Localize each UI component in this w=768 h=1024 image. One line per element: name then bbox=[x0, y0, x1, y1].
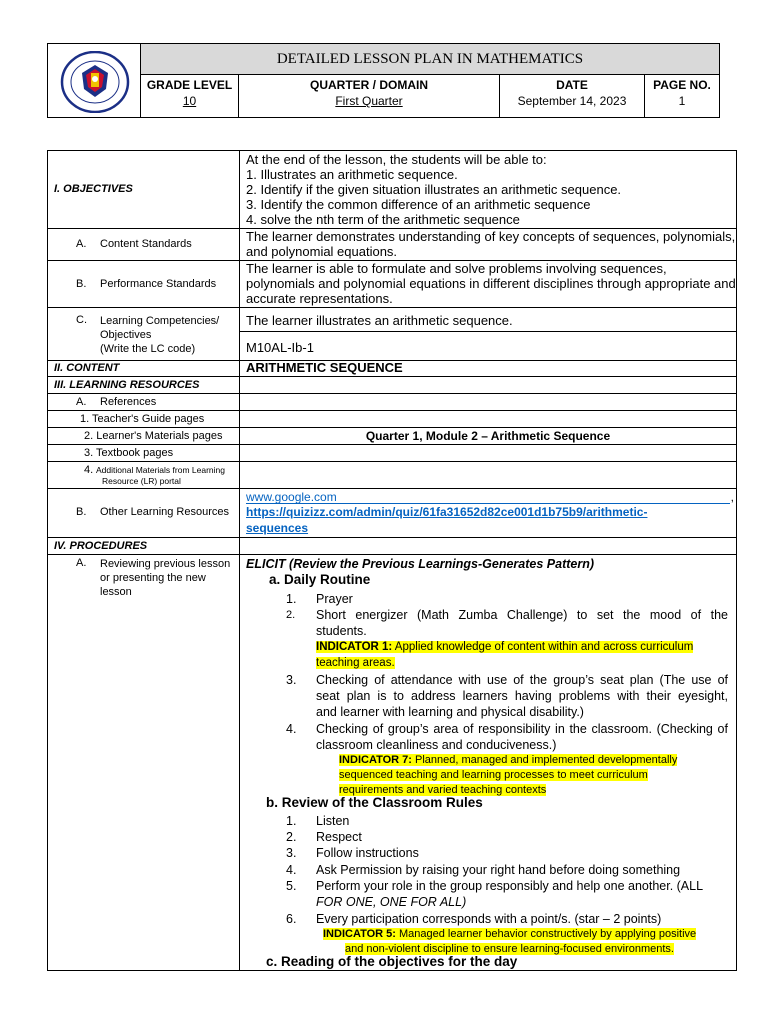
objectives-line: 2. Identify if the given situation illustrates an arithmetic sequence. bbox=[246, 182, 622, 197]
elicit-heading: ELICIT (Review the Previous Learnings-Generates Pattern) bbox=[246, 557, 595, 571]
additional-materials-value-cell bbox=[240, 462, 736, 488]
reviewing-label-line: or presenting the new bbox=[100, 572, 206, 584]
references-label: References bbox=[100, 396, 157, 408]
other-resources-label: Other Learning Resources bbox=[100, 506, 230, 518]
rule-text: Every participation corresponds with a point/s. (star – 2 points) bbox=[316, 912, 662, 926]
teachers-guide-label-cell bbox=[48, 411, 240, 427]
quarter-cell bbox=[239, 75, 500, 117]
rule-number: 2. bbox=[286, 830, 297, 844]
reviewing-label bbox=[100, 557, 230, 599]
indicator-7-label: INDICATOR 7: bbox=[339, 754, 412, 766]
additional-materials-label bbox=[96, 465, 225, 487]
additional-materials-number: 4. bbox=[84, 464, 94, 476]
quizizz-link[interactable]: https://quizizz.com/admin/quiz/61fa31652d82ce001d1b75b9/arithmetic- bbox=[246, 505, 648, 519]
google-link-line bbox=[246, 489, 734, 504]
objectives-line: At the end of the lesson, the students will be able to: bbox=[246, 152, 547, 167]
objectives-label: I. OBJECTIVES bbox=[54, 183, 133, 195]
other-resources-letter: B. bbox=[76, 506, 87, 518]
indicator-1-note bbox=[316, 639, 693, 671]
rule-number: 1. bbox=[286, 814, 297, 828]
indicator-1-text: Applied knowledge of content within and across curriculum bbox=[392, 641, 694, 653]
references-row bbox=[48, 394, 736, 411]
teachers-guide-value-cell bbox=[240, 411, 736, 427]
procedures-label: IV. PROCEDURES bbox=[54, 540, 148, 552]
textbook-label-cell bbox=[48, 445, 240, 461]
content-standards-row bbox=[48, 229, 736, 261]
lesson-plan-table bbox=[47, 150, 737, 971]
reviewing-letter: A. bbox=[76, 557, 87, 569]
textbook-row bbox=[48, 445, 736, 462]
performance-standards-label: Performance Standards bbox=[100, 278, 217, 290]
objectives-line: 1. Illustrates an arithmetic sequence. bbox=[246, 167, 458, 182]
competencies-text-cell bbox=[240, 308, 736, 360]
teachers-guide-label: 1. Teacher's Guide pages bbox=[80, 413, 205, 425]
references-letter: A. bbox=[76, 396, 87, 408]
references-value-cell bbox=[240, 394, 736, 410]
daily-routine-heading: a. Daily Routine bbox=[269, 572, 371, 587]
competencies-row bbox=[48, 308, 736, 361]
references-label-cell bbox=[48, 394, 240, 410]
routine-item-text: Checking of group’s area of responsibility in the classroom. (Checking of bbox=[316, 722, 728, 736]
rule-number: 4. bbox=[286, 863, 297, 877]
indicator-5-text: and non-violent discipline to ensure learning-focused environments. bbox=[345, 943, 674, 955]
rule-text: Listen bbox=[316, 814, 350, 828]
routine-item-number: 1. bbox=[286, 592, 297, 606]
routine-item-text: seat plan is to address learners having problems with their eyesight, bbox=[316, 689, 728, 703]
other-resources-row bbox=[48, 489, 736, 538]
google-link-trail: , bbox=[730, 490, 734, 504]
performance-standards-label-cell bbox=[48, 261, 240, 307]
textbook-label: 3. Textbook pages bbox=[84, 447, 174, 459]
competencies-label-cell bbox=[48, 308, 240, 360]
additional-materials-line: Additional Materials from Learning bbox=[96, 465, 225, 475]
lc-code: M10AL-Ib-1 bbox=[246, 340, 314, 355]
resources-label: III. LEARNING RESOURCES bbox=[54, 379, 200, 391]
procedures-label-cell bbox=[48, 538, 240, 554]
indicator-7-text: Planned, managed and implemented developmentally bbox=[411, 754, 678, 766]
procedures-value-cell bbox=[240, 538, 736, 554]
routine-item-text: students. bbox=[316, 624, 367, 638]
reviewing-content-cell bbox=[240, 555, 736, 970]
quizizz-link-continued[interactable]: sequences bbox=[246, 521, 309, 535]
rule-number: 6. bbox=[286, 912, 297, 926]
rule-number: 5. bbox=[286, 879, 297, 893]
quarter-value: First Quarter bbox=[335, 94, 403, 108]
quarter-label: QUARTER / DOMAIN bbox=[310, 78, 428, 92]
other-resources-label-cell bbox=[48, 489, 240, 537]
page-label: PAGE NO. bbox=[653, 78, 711, 92]
procedures-row bbox=[48, 538, 736, 555]
routine-item-number: 4. bbox=[286, 722, 297, 736]
indicator-1-label: INDICATOR 1: bbox=[316, 641, 393, 653]
classroom-rules-heading: b. Review of the Classroom Rules bbox=[266, 795, 483, 810]
competencies-label-line: Objectives bbox=[100, 329, 152, 341]
competencies-text: The learner illustrates an arithmetic sequence. bbox=[240, 308, 736, 332]
reviewing-label-line: Reviewing previous lesson bbox=[100, 558, 231, 570]
resources-row bbox=[48, 377, 736, 394]
routine-item-number: 2. bbox=[286, 609, 296, 621]
indicator-7-text: sequenced teaching and learning processes to meet curriculum bbox=[339, 769, 648, 781]
grade-level-value: 10 bbox=[182, 94, 197, 108]
content-label: II. CONTENT bbox=[54, 362, 120, 374]
indicator-7-note bbox=[339, 753, 677, 798]
additional-materials-label-cell bbox=[48, 462, 240, 488]
content-standards-letter: A. bbox=[76, 238, 87, 250]
page-value: 1 bbox=[678, 94, 686, 108]
competencies-letter: C. bbox=[76, 314, 87, 326]
routine-item-text: Checking of attendance with use of the group’s seat plan (The use of bbox=[316, 673, 728, 687]
learners-materials-label-cell bbox=[48, 428, 240, 444]
competencies-label bbox=[100, 314, 219, 356]
performance-standards-letter: B. bbox=[76, 278, 87, 290]
rule-text: Perform your role in the group responsibly and help one another. (ALL bbox=[316, 879, 704, 893]
objectives-row bbox=[48, 151, 736, 229]
objectives-line: 4. solve the nth term of the arithmetic sequence bbox=[246, 212, 520, 227]
content-standards-label-cell bbox=[48, 229, 240, 260]
teachers-guide-row bbox=[48, 411, 736, 428]
textbook-value-cell bbox=[240, 445, 736, 461]
resources-value-cell bbox=[240, 377, 736, 393]
routine-item-text: Short energizer (Math Zumba Challenge) to set the mood of the bbox=[316, 608, 728, 622]
competencies-label-line: Learning Competencies/ bbox=[100, 315, 220, 327]
deped-seal-icon bbox=[60, 51, 130, 113]
routine-item-text: Prayer bbox=[316, 592, 353, 606]
learners-materials-row bbox=[48, 428, 736, 445]
indicator-5-label: INDICATOR 5: bbox=[323, 928, 396, 940]
grade-level-label: GRADE LEVEL bbox=[146, 78, 233, 92]
reviewing-label-line: lesson bbox=[100, 586, 132, 598]
google-link[interactable]: www.google.com bbox=[246, 490, 337, 504]
rule-number: 3. bbox=[286, 846, 297, 860]
performance-standards-text: The learner is able to formulate and solve problems involving sequences, polynomials and polynomial equations in different disciplines through appropriate and accurate representations. bbox=[246, 261, 736, 306]
additional-materials-row bbox=[48, 462, 736, 489]
indicator-5-note bbox=[323, 927, 696, 957]
learners-materials-value: Quarter 1, Module 2 – Arithmetic Sequence bbox=[365, 429, 611, 443]
content-label-cell bbox=[48, 361, 240, 376]
performance-standards-row bbox=[48, 261, 736, 308]
objectives-label-cell bbox=[48, 151, 240, 228]
grade-level-cell bbox=[141, 75, 239, 117]
content-standards-label: Content Standards bbox=[100, 238, 192, 250]
reviewing-label-cell bbox=[48, 555, 240, 970]
indicator-5-text: Managed learner behavior constructively by applying positive bbox=[395, 928, 697, 940]
date-value: September 14, 2023 bbox=[517, 94, 627, 108]
competencies-label-line: (Write the LC code) bbox=[100, 343, 196, 355]
indicator-7-text: requirements and varied teaching contexts bbox=[339, 784, 547, 796]
date-label: DATE bbox=[556, 78, 588, 92]
logo-cell bbox=[48, 44, 141, 117]
rule-text: Ask Permission by raising your right hand before doing something bbox=[316, 863, 681, 877]
objectives-line: 3. Identify the common difference of an arithmetic sequence bbox=[246, 197, 591, 212]
document-title: DETAILED LESSON PLAN IN MATHEMATICS bbox=[141, 44, 719, 75]
content-value: ARITHMETIC SEQUENCE bbox=[246, 360, 403, 375]
rule-text: Follow instructions bbox=[316, 846, 419, 860]
routine-item-text: and learner with learning and physical disability.) bbox=[316, 705, 584, 719]
rule-text: FOR ONE, ONE FOR ALL) bbox=[316, 895, 467, 909]
objectives-text-cell bbox=[240, 151, 736, 228]
page-cell bbox=[645, 75, 719, 117]
reading-objectives-heading: c. Reading of the objectives for the day bbox=[266, 954, 518, 969]
routine-item-text: classroom cleanliness and conduciveness.) bbox=[316, 738, 557, 752]
rule-text: Respect bbox=[316, 830, 362, 844]
resources-label-cell bbox=[48, 377, 240, 393]
routine-item-number: 3. bbox=[286, 673, 297, 687]
indicator-1-text: teaching areas. bbox=[316, 657, 395, 669]
other-resources-links bbox=[240, 489, 736, 537]
content-row bbox=[48, 361, 736, 377]
header-table bbox=[47, 43, 720, 118]
date-cell bbox=[500, 75, 645, 117]
learners-materials-label: 2. Learner's Materials pages bbox=[84, 430, 223, 442]
reviewing-row bbox=[48, 555, 736, 970]
additional-materials-line: Resource (LR) portal bbox=[102, 476, 181, 486]
content-standards-text: The learner demonstrates understanding of key concepts of sequences, polynomials, and polynomial equations. bbox=[246, 229, 736, 259]
